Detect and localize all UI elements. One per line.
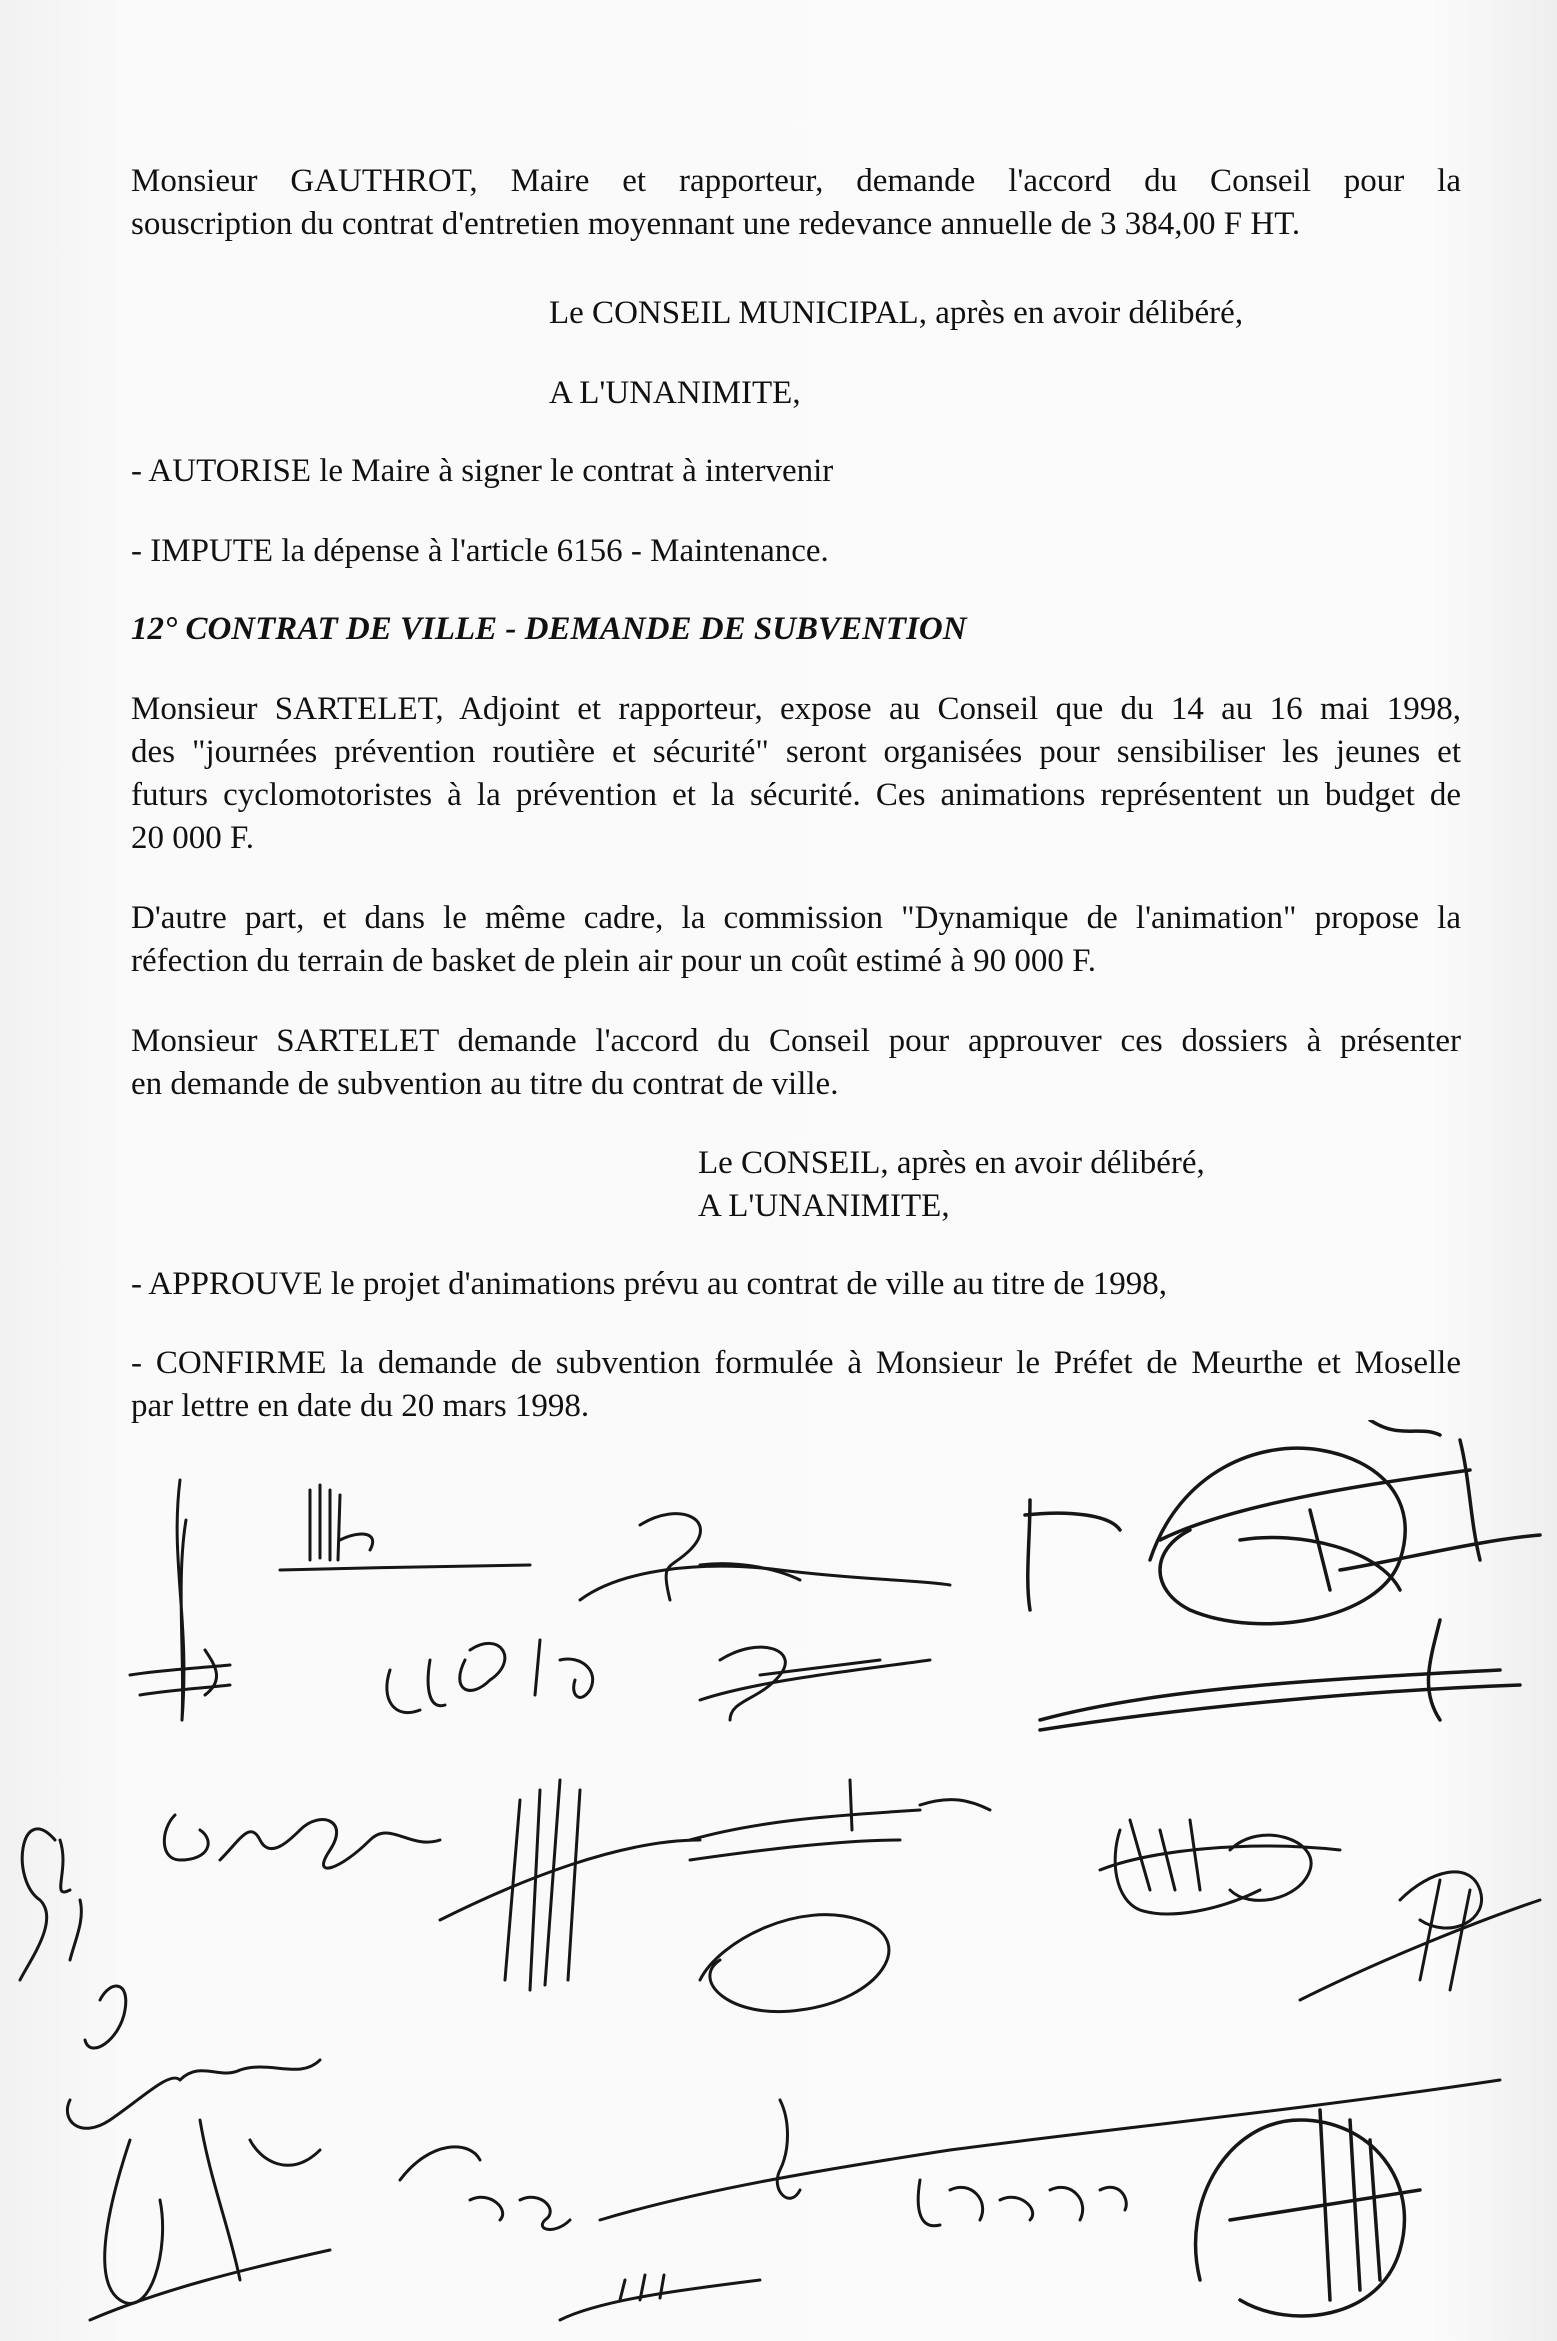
signature-4 [1025, 1420, 1540, 1624]
signature-13 [1300, 1872, 1540, 2000]
signature-10 [440, 1780, 700, 1990]
intro-line-2: souscription du contrat d'entretien moyennant une redevance annuelle de 3 384,00 F HT. [131, 206, 1301, 242]
item-confirme-line-2: par lettre en date du 20 mars 1998. [131, 1388, 590, 1424]
para1-line-3: futurs cyclomotoristes à la prévention et la sécurité. Ces animations représentent un budget de [131, 777, 1461, 813]
para2-line-1: D'autre part, et dans le même cadre, la commission "Dynamique de l'animation" propose la [131, 900, 1461, 936]
signature-16 [400, 2147, 570, 2230]
signature-11 [690, 1780, 990, 2012]
signature-3 [580, 1514, 950, 1600]
signature-7 [1040, 1620, 1520, 1730]
para3-line-2: en demande de subvention au titre du contrat de ville. [131, 1066, 839, 1102]
deliberation-2: Le CONSEIL, après en avoir délibéré, [698, 1145, 1205, 1181]
intro-line-1: Monsieur GAUTHROT, Maire et rapporteur, demande l'accord du Conseil pour la [131, 163, 1461, 199]
para1-line-4: 20 000 F. [131, 820, 254, 856]
signature-5 [387, 1640, 593, 1713]
item-approuve: - APPROUVE le projet d'animations prévu au contrat de ville au titre de 1998, [131, 1266, 1168, 1302]
signatures-drawing [0, 1420, 1557, 2341]
signature-14 [67, 1986, 320, 2128]
signature-12 [1100, 1820, 1340, 1914]
deliberation-1: Le CONSEIL MUNICIPAL, après en avoir délibéré, [549, 295, 1244, 331]
section-heading: 12° CONTRAT DE VILLE - DEMANDE DE SUBVENTION [131, 611, 967, 647]
vote-1: A L'UNANIMITE, [549, 375, 801, 411]
para1-line-2: des "journées prévention routière et sécurité" seront organisées pour sensibiliser les jeunes et [131, 734, 1461, 770]
signature-8 [20, 1829, 81, 1980]
signature-9 [164, 1815, 440, 1868]
para1-line-1: Monsieur SARTELET, Adjoint et rapporteur, expose au Conseil que du 14 au 16 mai 1998, [131, 691, 1461, 727]
item-autorise: - AUTORISE le Maire à signer le contrat à intervenir [131, 453, 834, 489]
para3-line-1: Monsieur SARTELET demande l'accord du Conseil pour approuver ces dossiers à présenter [131, 1023, 1461, 1059]
signature-15 [90, 2120, 330, 2320]
signature-18 [918, 2180, 1126, 2226]
signature-6 [700, 1647, 930, 1720]
item-confirme-line-1: - CONFIRME la demande de subvention formulée à Monsieur le Préfet de Meurthe et Moselle [131, 1345, 1461, 1381]
item-impute: - IMPUTE la dépense à l'article 6156 - Maintenance. [131, 533, 829, 569]
signature-2 [280, 1485, 530, 1570]
signatures-block [0, 1420, 1557, 2341]
signature-19 [1196, 2110, 1420, 2316]
signature-1 [130, 1480, 230, 1720]
vote-2: A L'UNANIMITE, [698, 1188, 950, 1224]
signature-20 [560, 2275, 760, 2320]
para2-line-2: réfection du terrain de basket de plein air pour un coût estimé à 90 000 F. [131, 943, 1097, 979]
